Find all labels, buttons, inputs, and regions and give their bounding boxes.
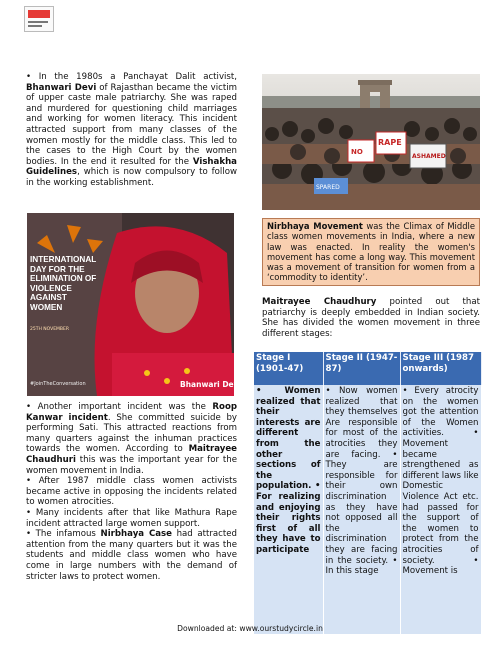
bold-text: Nirbhaya Case xyxy=(100,529,172,540)
text: had attracted attention from the many quarters but it was the students and middle class women who have come in large numbers with the demand of stricter laws to protect women. xyxy=(26,529,237,582)
incident-list xyxy=(26,402,237,582)
nirbhaya-movement-box xyxy=(262,218,480,286)
table-cell: • Women realized that their interests are different from the other sections of the population. • For realizing and enjoying their rights first of all they have to participate xyxy=(254,385,323,634)
bold-text: Nirbhaya Movement xyxy=(267,221,363,231)
text: . She committed suicide by performing Sati. This attracted reactions from many quarters against the inhuman practices towards the women. According to xyxy=(26,412,237,455)
protest-photo xyxy=(262,74,480,210)
text: was the Climax of Middle class women movements in India, where a new law was enacted. In reality the women's movement has come a long way. This movement was a movement of transition for women from a ‘commodity to identity’. xyxy=(267,221,475,283)
bold-text: Roop Kanwar incident xyxy=(26,402,237,423)
text: • The infamous xyxy=(26,529,101,540)
table-cell: • Now women realized that they themselves Are responsible for most of the atrocities they are facing. • They are responsible for their own discrimination as they have not opposed all the discrimination they are facing in the society. • In this stage xyxy=(323,385,400,634)
table-header-row xyxy=(254,352,481,385)
bhanwari-devi-paragraph xyxy=(26,72,237,189)
list-item xyxy=(26,402,237,476)
list-item xyxy=(26,529,237,582)
stages-table xyxy=(254,352,482,634)
text: , which is now compulsory to follow in the working establishment. xyxy=(26,167,237,188)
bold-text: Maitrayee Chaudhuri xyxy=(26,444,237,465)
table-header-cell: Stage III (1987 onwards) xyxy=(400,352,481,385)
bold-text: Maitrayee Chaudhury xyxy=(262,297,377,307)
svg-text:NO: NO xyxy=(351,148,363,156)
table-header-cell: Stage I (1901-47) xyxy=(254,352,323,385)
poster-date: 25TH NOVEMBER xyxy=(30,327,69,332)
publisher-logo xyxy=(24,6,54,32)
text: this was the important year for the women movement in India. xyxy=(26,454,237,476)
list-item: • Many incidents after that like Mathura Rape incident attracted large women support. xyxy=(26,507,237,529)
maitrayee-paragraph xyxy=(262,297,480,339)
text: • Another important incident was the xyxy=(26,402,213,412)
portrait-caption: Bhanwari Devi xyxy=(180,380,242,389)
bold-text: Vishakha Guidelines xyxy=(26,156,237,178)
bold-text: Bhanwari Devi xyxy=(26,82,97,93)
table-header-cell: Stage II (1947-87) xyxy=(323,352,400,385)
text: pointed out that patriarchy is deeply embedded in Indian society. She has divided the women movement in three different stages: xyxy=(262,297,480,339)
text: • In the 1980s a Panchayat Dalit activist, xyxy=(26,72,237,82)
poster-text: INTERNATIONAL DAY FOR THE ELIMINATION OF VIOLENCE AGAINST WOMEN xyxy=(30,255,97,312)
footer-download-note: Downloaded at: www.ourstudycircle.in xyxy=(177,624,323,633)
hashtag: #JoinTheConversation xyxy=(30,381,86,387)
table-row xyxy=(254,385,481,634)
table-cell: • Every atrocity on the women got the attention of the Women activities. • Movement became strengthened as different laws like Domestic Violence Act etc. had passed for the support of the women to protect from the atrocities of society. • Movement is xyxy=(400,385,481,634)
text: of Rajasthan became the victim of upper caste male patriarchy. She was raped and murdered for questioning child marriages and working for women literacy. This incident attracted support from many classes of the women mostly for the middle class. This led to the cases to the High Court by the women bodies. In the end it resulted for the xyxy=(26,82,237,167)
svg-text:SPARED: SPARED xyxy=(316,184,340,191)
svg-text:RAPE: RAPE xyxy=(378,138,402,147)
list-item: • After 1987 middle class women activists became active in opposing the incidents related to women atrocities. xyxy=(26,476,237,508)
svg-text:ASHAMED: ASHAMED xyxy=(412,153,446,160)
